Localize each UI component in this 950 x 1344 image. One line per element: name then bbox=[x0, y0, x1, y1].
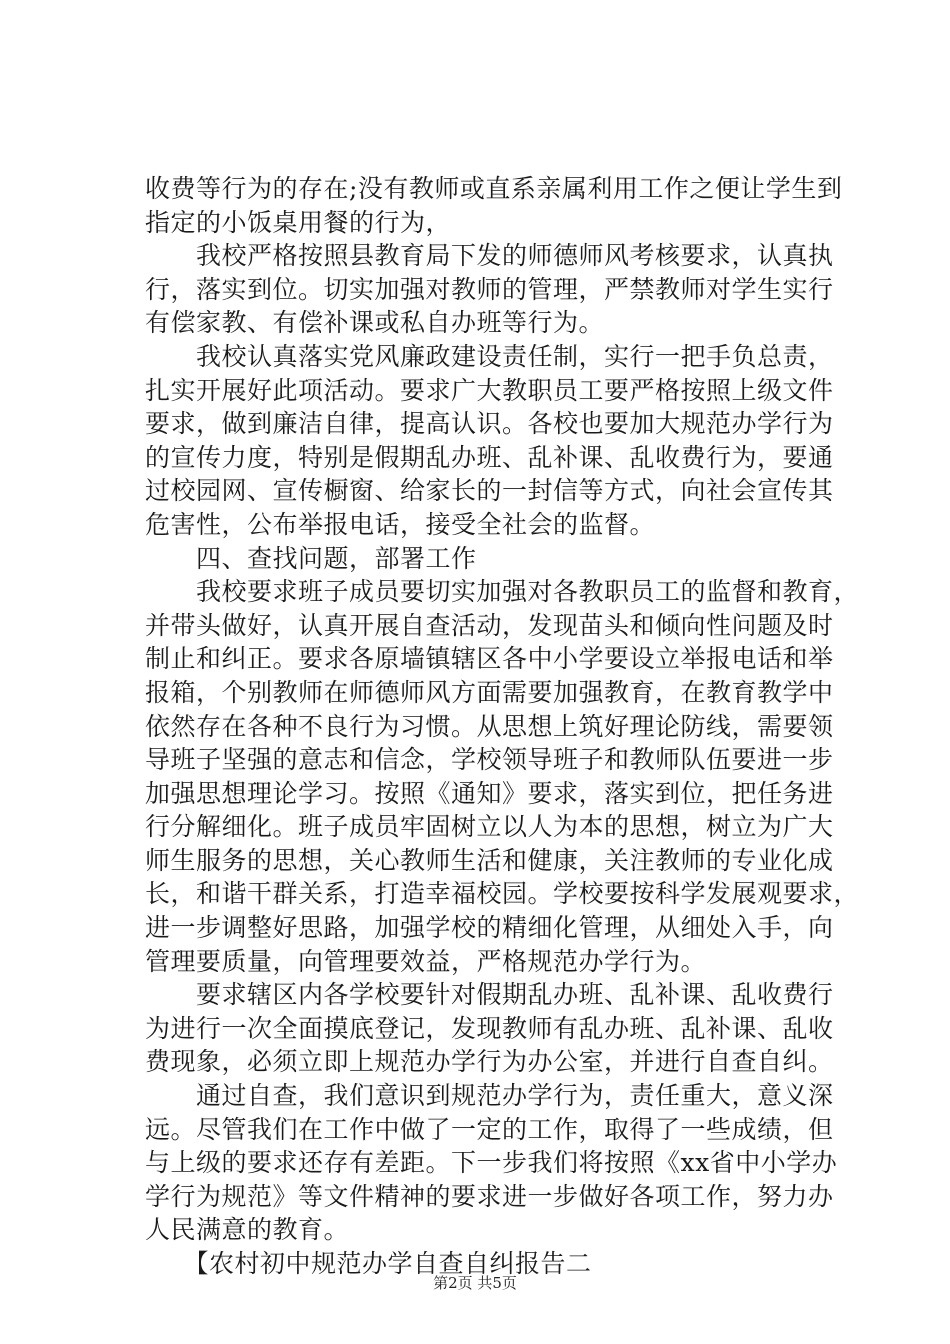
section-heading: 四、查找问题，部署工作 bbox=[145, 543, 477, 573]
text-line: 远。尽管我们在工作中做了一定的工作，取得了一些成绩，但 bbox=[145, 1114, 834, 1144]
text-line: 通过自查，我们意识到规范办学行为，责任重大，意义深 bbox=[145, 1081, 834, 1111]
text-line: 扎实开展好此项活动。要求广大教职员工要严格按照上级文件 bbox=[145, 375, 834, 405]
text-line: 报箱，个别教师在师德师风方面需要加强教育，在教育教学中 bbox=[145, 677, 834, 707]
text-line: 依然存在各种不良行为习惯。从思想上筑好理论防线，需要领 bbox=[145, 711, 834, 741]
text-line: 费现象，必须立即上规范办学行为办公室，并进行自查自纠。 bbox=[145, 1047, 834, 1077]
text-line: 导班子坚强的意志和信念，学校领导班子和教师队伍要进一步 bbox=[145, 745, 834, 775]
text-line: 要求，做到廉洁自律，提高认识。各校也要加大规范办学行为 bbox=[145, 409, 834, 439]
section-heading: 【农村初中规范办学自查自纠报告二 bbox=[145, 1249, 592, 1278]
text-line: 人民满意的教育。 bbox=[145, 1215, 350, 1245]
text-line: 行分解细化。班子成员牢固树立以人为本的思想，树立为广大 bbox=[145, 812, 834, 842]
text-line: 有偿家教、有偿补课或私自办班等行为。 bbox=[145, 308, 605, 338]
text-line: 我校要求班子成员要切实加强对各教职员工的监督和教育， bbox=[145, 577, 860, 607]
page-number-footer: 第2页 共5页 bbox=[433, 1274, 517, 1292]
document-body bbox=[145, 172, 860, 1281]
text-line: 收费等行为的存在;没有教师或直系亲属利用工作之便让学生到 bbox=[145, 174, 843, 203]
text-line: 与上级的要求还存有差距。下一步我们将按照《xx省中小学办 bbox=[145, 1148, 838, 1178]
text-line: 为进行一次全面摸底登记，发现教师有乱办班、乱补课、乱收 bbox=[145, 1013, 834, 1043]
text-line: 我校认真落实党风廉政建设责任制，实行一把手负总责， bbox=[145, 341, 834, 371]
text-line: 指定的小饭桌用餐的行为， bbox=[145, 207, 452, 237]
text-line: 管理要质量，向管理要效益，严格规范办学行为。 bbox=[145, 946, 707, 976]
text-line: 过校园网、宣传橱窗、给家长的一封信等方式，向社会宣传其 bbox=[145, 476, 834, 506]
text-line: 要求辖区内各学校要针对假期乱办班、乱补课、乱收费行 bbox=[145, 980, 834, 1010]
text-line: 行，落实到位。切实加强对教师的管理，严禁教师对学生实行 bbox=[145, 274, 834, 304]
text-line: 危害性，公布举报电话，接受全社会的监督。 bbox=[145, 509, 656, 539]
text-line: 进一步调整好思路，加强学校的精细化管理，从细处入手，向 bbox=[145, 913, 834, 943]
text-line: 我校严格按照县教育局下发的师德师风考核要求，认真执 bbox=[145, 241, 834, 271]
text-line: 并带头做好，认真开展自查活动，发现苗头和倾向性问题及时 bbox=[145, 610, 834, 640]
text-line: 制止和纠正。要求各原墙镇辖区各中小学要设立举报电话和举 bbox=[145, 644, 834, 674]
text-line: 师生服务的思想，关心教师生活和健康，关注教师的专业化成 bbox=[145, 845, 834, 875]
text-line: 学行为规范》等文件精神的要求进一步做好各项工作，努力办 bbox=[145, 1181, 834, 1211]
text-line: 长，和谐干群关系，打造幸福校园。学校要按科学发展观要求， bbox=[145, 879, 860, 909]
text-line: 加强思想理论学习。按照《通知》要求，落实到位，把任务进 bbox=[145, 778, 834, 808]
text-line: 的宣传力度，特别是假期乱办班、乱补课、乱收费行为，要通 bbox=[145, 442, 834, 472]
